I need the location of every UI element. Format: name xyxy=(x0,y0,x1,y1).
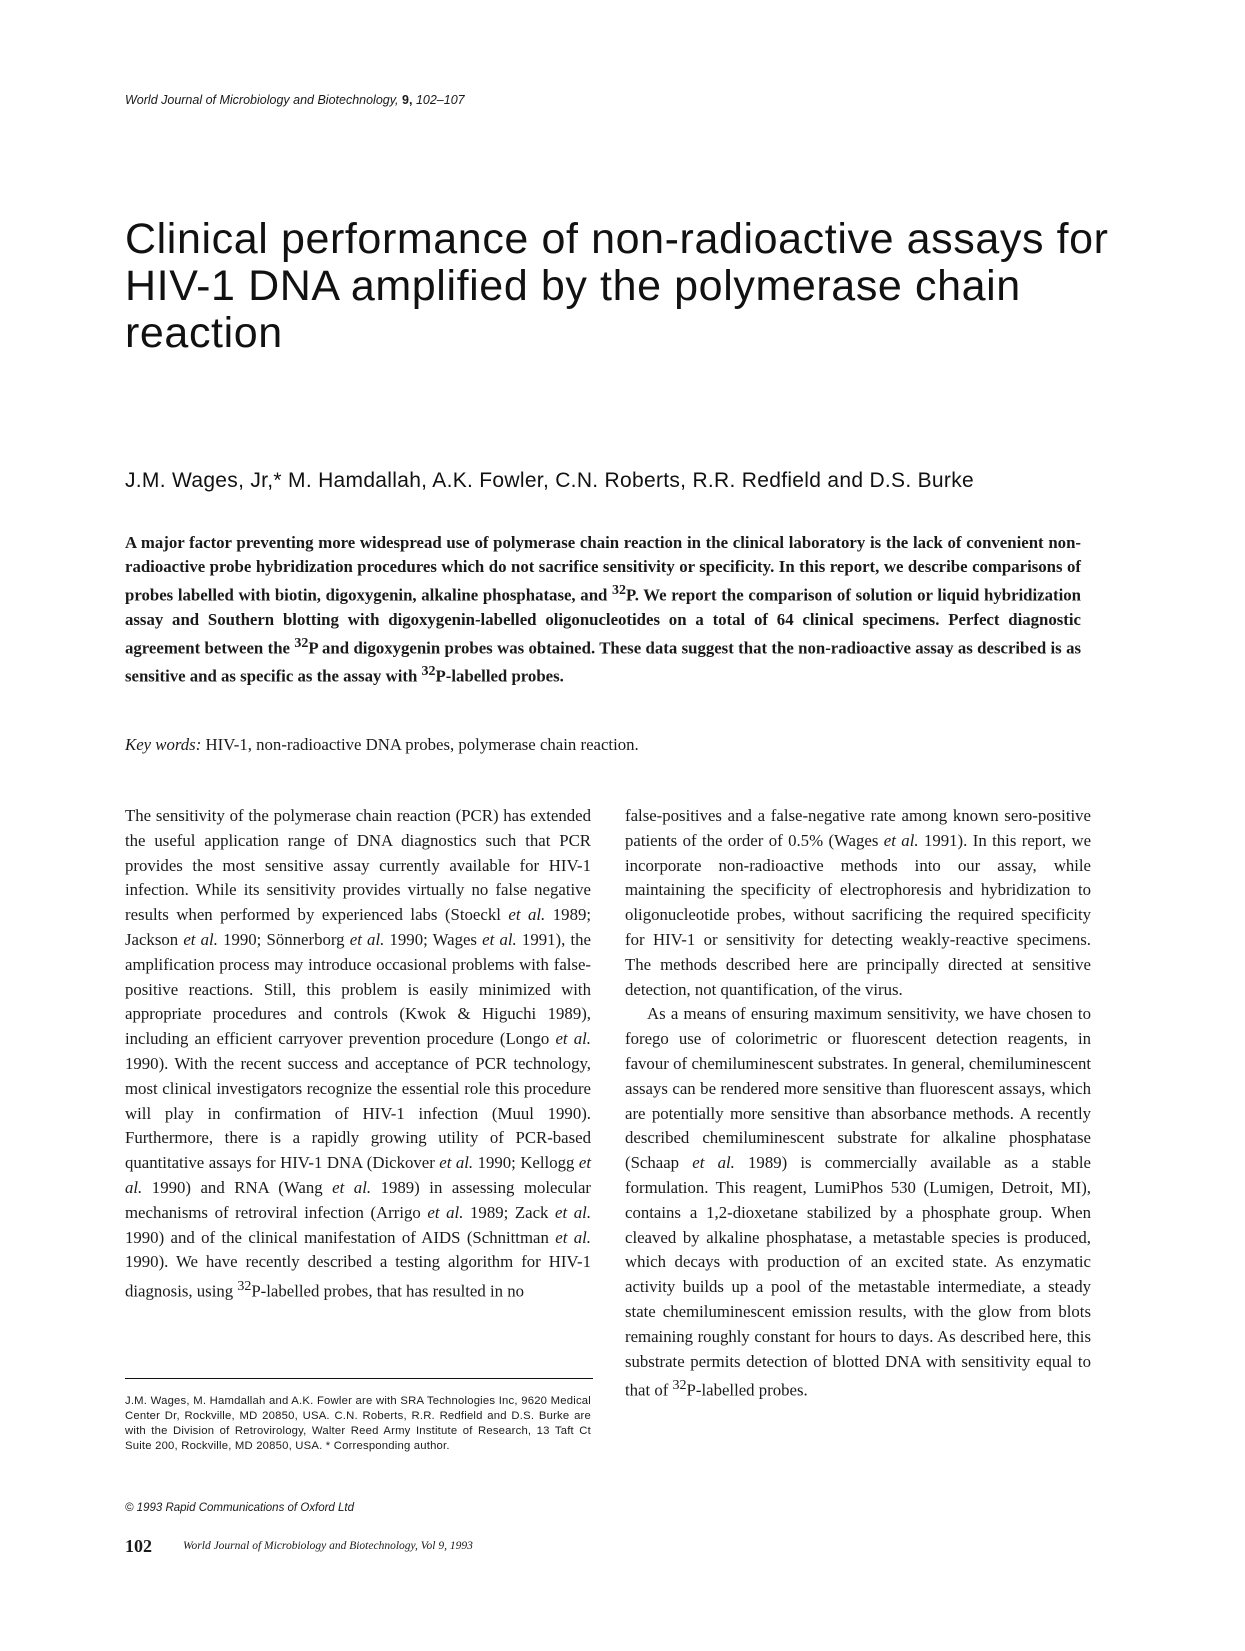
isotope-superscript: 32 xyxy=(237,1279,252,1295)
citation-etal: et al. xyxy=(555,1202,592,1222)
citation-etal: et al. xyxy=(692,1153,735,1173)
citation-etal: et al. xyxy=(883,830,919,850)
body-text: 1990; Wages xyxy=(389,929,477,949)
footnote-divider xyxy=(125,1378,593,1379)
journal-footer: World Journal of Microbiology and Biotechnology, Vol 9, 1993 xyxy=(183,1540,473,1552)
isotope-superscript: 32 xyxy=(294,635,309,651)
citation-etal: et al. xyxy=(125,1153,591,1197)
affiliation-footnote: J.M. Wages, M. Hamdallah and A.K. Fowler are with SRA Technologies Inc, 9620 Medical Center Dr, Rockville, MD 20850, USA. C.N. Roberts, R.R. Redfield and D.S. Burke are with the Division of Retrovirology, Walter Reed Army Institute of Research, 13 Taft Ct Suite 200, Rockville, MD 20850, USA. * Corresponding author. xyxy=(125,1395,591,1452)
body-text: 1990; Kellogg xyxy=(477,1153,575,1173)
body-text: 1989; Jackson xyxy=(125,905,592,949)
body-text: The sensitivity of the polymerase chain reaction (PCR) has extended the useful application range of DNA diagnostics such that PCR provides the most sensitive assay currently available for HIV-1 infection. While its sensitivity provides virtually no false negative results when performed by experienced labs (Stoeckl xyxy=(125,806,591,925)
running-head-volume: 9, xyxy=(402,93,413,107)
abstract-text xyxy=(125,531,1081,689)
body-text: 1990) and of the clinical manifestation of AIDS (Schnittman xyxy=(125,1227,549,1247)
abstract-part: P. We report the comparison of solution or liquid hybridization assay and Southern blotting with digoxygenin-labelled oligonucleotides on a total of 64 clinical specimens. Perfect diagnostic agreement between the xyxy=(125,585,1081,658)
keywords-label: Key words: xyxy=(125,735,202,754)
body-text: 1989) in assessing molecular mechanisms of retroviral infection (Arrigo xyxy=(125,1177,591,1222)
body-text: 1990; Sönnerborg xyxy=(223,929,345,949)
citation-etal: et al. xyxy=(482,929,517,949)
abstract-part: P and digoxygenin probes was obtained. These data suggest that the non-radioactive assay as described is as sensitive and as specific as the assay with xyxy=(125,638,1081,686)
body-text: 1989; Zack xyxy=(470,1202,549,1222)
body-text: 1990) and RNA (Wang xyxy=(151,1177,323,1197)
citation-etal: et al. xyxy=(349,929,385,949)
body-text: 1991). In this report, we incorporate non-radioactive methods into our assay, while maintaining the specificity of electrophoresis and hybridization to oligonucleotide probes, without sacrificing the required specificity for HIV-1 or sensitivity for detecting weakly-reactive specimens. The methods described here are principally directed at sensitive detection, not quantification, of the virus. xyxy=(625,830,1092,999)
keywords-text: HIV-1, non-radioactive DNA probes, polymerase chain reaction. xyxy=(205,735,639,754)
citation-etal: et al. xyxy=(439,1153,474,1173)
running-head-journal: World Journal of Microbiology and Biotechnology, xyxy=(125,93,399,107)
body-text: As a means of ensuring maximum sensitivity, we have chosen to forego use of colorimetric or fluorescent detection reagents, in favour of chemiluminescent substrates. In general, chemiluminescent assays can be rendered more sensitive than fluorescent assays, which are potentially more sensitive than absorbance methods. A recently described chemiluminescent substrate for alkaline phosphatase (Schaap xyxy=(625,1004,1091,1173)
running-head xyxy=(125,93,465,107)
body-paragraph xyxy=(125,804,591,1305)
body-column-right xyxy=(625,804,1091,1404)
running-head-pages: 102–107 xyxy=(415,93,465,107)
isotope-superscript: 32 xyxy=(672,1378,687,1394)
keywords xyxy=(125,735,639,755)
author-list: J.M. Wages, Jr,* M. Hamdallah, A.K. Fowler, C.N. Roberts, R.R. Redfield and D.S. Burke xyxy=(125,469,974,492)
abstract-part: P-labelled probes. xyxy=(435,666,564,686)
citation-etal: et al. xyxy=(427,1202,464,1222)
body-text: 1990). With the recent success and acceptance of PCR technology, most clinical investigators recognize the essential role this procedure will play in confirmation of HIV-1 infection (Muul 1990). Furthermore, there is a rapidly growing utility of PCR-based quantitative assays for HIV-1 DNA (Dickover xyxy=(125,1053,591,1173)
body-text: 1991), the amplification process may introduce occasional problems with false-positive reactions. Still, this problem is easily minimized with appropriate procedures and controls (Kwok & Higuchi 1989), including an efficient carryover prevention procedure (Longo xyxy=(125,929,591,1049)
body-text: P-labelled probes, that has resulted in no xyxy=(251,1281,524,1301)
citation-etal: et al. xyxy=(183,929,218,949)
body-text: 1990). We have recently described a testing algorithm for HIV-1 diagnosis, using xyxy=(125,1252,591,1301)
citation-etal: et al. xyxy=(555,1029,592,1049)
body-paragraph xyxy=(625,804,1091,1002)
isotope-superscript: 32 xyxy=(421,664,436,680)
citation-etal: et al. xyxy=(508,905,546,925)
copyright-notice: © 1993 Rapid Communications of Oxford Ltd xyxy=(125,1502,355,1514)
body-text: 1989) is commercially available as a stable formulation. This reagent, LumiPhos 530 (Lumigen, Detroit, MI), contains a 1,2-dioxetane stabilized by a phosphate group. When cleaved by alkaline phosphatase, a metastable species is produced, which decays with production of an excited state. As enzymatic activity builds up a pool of the metastable intermediate, a steady state chemiluminescent emission results, with the glow from blots remaining roughly constant for hours to days. As described here, this substrate permits detection of blotted DNA with sensitivity equal to that of xyxy=(625,1153,1091,1400)
abstract xyxy=(125,531,1081,689)
isotope-superscript: 32 xyxy=(612,583,627,598)
citation-etal: et al. xyxy=(332,1177,372,1197)
paper-title: Clinical performance of non-radioactive assays for HIV-1 DNA amplified by the polymerase chain reaction xyxy=(125,215,1109,357)
citation-etal: et al. xyxy=(555,1227,592,1247)
body-column-left xyxy=(125,804,591,1305)
body-text: P-labelled probes. xyxy=(686,1380,808,1400)
body-paragraph xyxy=(625,1002,1091,1403)
body-text: false-positives and a false-negative rate among known sero-positive patients of the order of 0.5% (Wages xyxy=(625,806,1091,850)
page-number: 102 xyxy=(125,1536,152,1556)
abstract-part: A major factor preventing more widespread use of polymerase chain reaction in the clinical laboratory is the lack of convenient non-radioactive probe hybridization procedures which do not sacrifice sensitivity or specificity. In this report, we describe comparisons of probes labelled with biotin, digoxygenin, alkaline phosphatase, and xyxy=(125,533,1081,605)
